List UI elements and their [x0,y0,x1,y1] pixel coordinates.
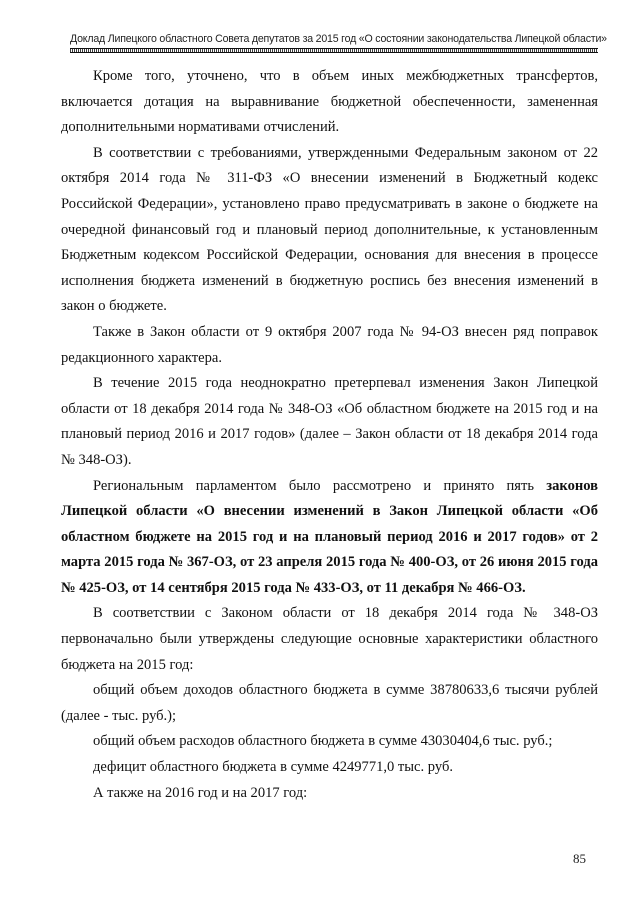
adopted-laws-lead: Региональным парламентом было рассмотрено и принято пять [93,477,547,494]
paragraph-editorial-amendments: Также в Закон области от 9 октября 2007 года № 94-ОЗ внесен ряд поправок редакционного характера. [61,323,598,366]
paragraph-budget-law-changes: В течение 2015 года неоднократно претерпевал изменения Закон Липецкой области от 18 декабря 2014 года № 348-ОЗ «Об областном бюджете на 2015 год и на плановый период 2016 и 2017 годов» (далее – Закон области от 18 декабря 2014 года № 348-ОЗ). [61,375,598,468]
paragraph-adopted-laws [61,474,598,602]
paragraph-next-years: А также на 2016 год и на 2017 год: [93,784,308,801]
paragraph-deficit: дефицит областного бюджета в сумме 4249771,0 тыс. руб. [93,759,453,776]
paragraph-federal-law: В соответствии с требованиями, утвержденными Федеральным законом от 22 октября 2014 года № 311-ФЗ «О внесении изменений в Бюджетный кодекс Российской Федерации», установлено право предусматривать в законе о бюджете на очередной финансовый год и плановый период дополнительные, к установленным Бюджетным кодексом Российской Федерации, основания для внесения в процессе исполнения бюджета изменений в бюджетную роспись без внесения изменений в закон о бюджете. [61,144,598,315]
paragraph-expense-total: общий объем расходов областного бюджета в сумме 43030404,6 тыс. руб.; [93,733,553,750]
document-body [61,64,598,806]
adopted-laws-list: законов Липецкой области «О внесении изменений в Закон Липецкой области «Об областном бюджете на 2015 год и на плановый период 2016 и 2017 годов» от 2 марта 2015 года № 367-ОЗ, от 23 апреля 2015 года № 400-ОЗ, от 26 июня 2015 года № 425-ОЗ, от 14 сентября 2015 года № 433-ОЗ, от 11 декабря № 466-ОЗ. [61,477,598,596]
running-header: Доклад Липецкого областного Совета депутатов за 2015 год «О состоянии законодательства Липецкой области» [70,33,607,45]
header-rule [70,48,598,53]
paragraph-transfers: Кроме того, уточнено, что в объем иных межбюджетных трансфертов, включается дотация на выравнивание бюджетной обеспеченности, замененная дополнительными нормативами отчислений. [61,68,598,136]
page-number: 85 [573,851,586,866]
paragraph-revenue-total: общий объем доходов областного бюджета в сумме 38780633,6 тысячи рублей (далее - тыс. руб.); [61,682,598,724]
paragraph-initial-characteristics: В соответствии с Законом области от 18 декабря 2014 года № 348-ОЗ первоначально были утверждены следующие основные характеристики областного бюджета на 2015 год: [61,605,598,673]
